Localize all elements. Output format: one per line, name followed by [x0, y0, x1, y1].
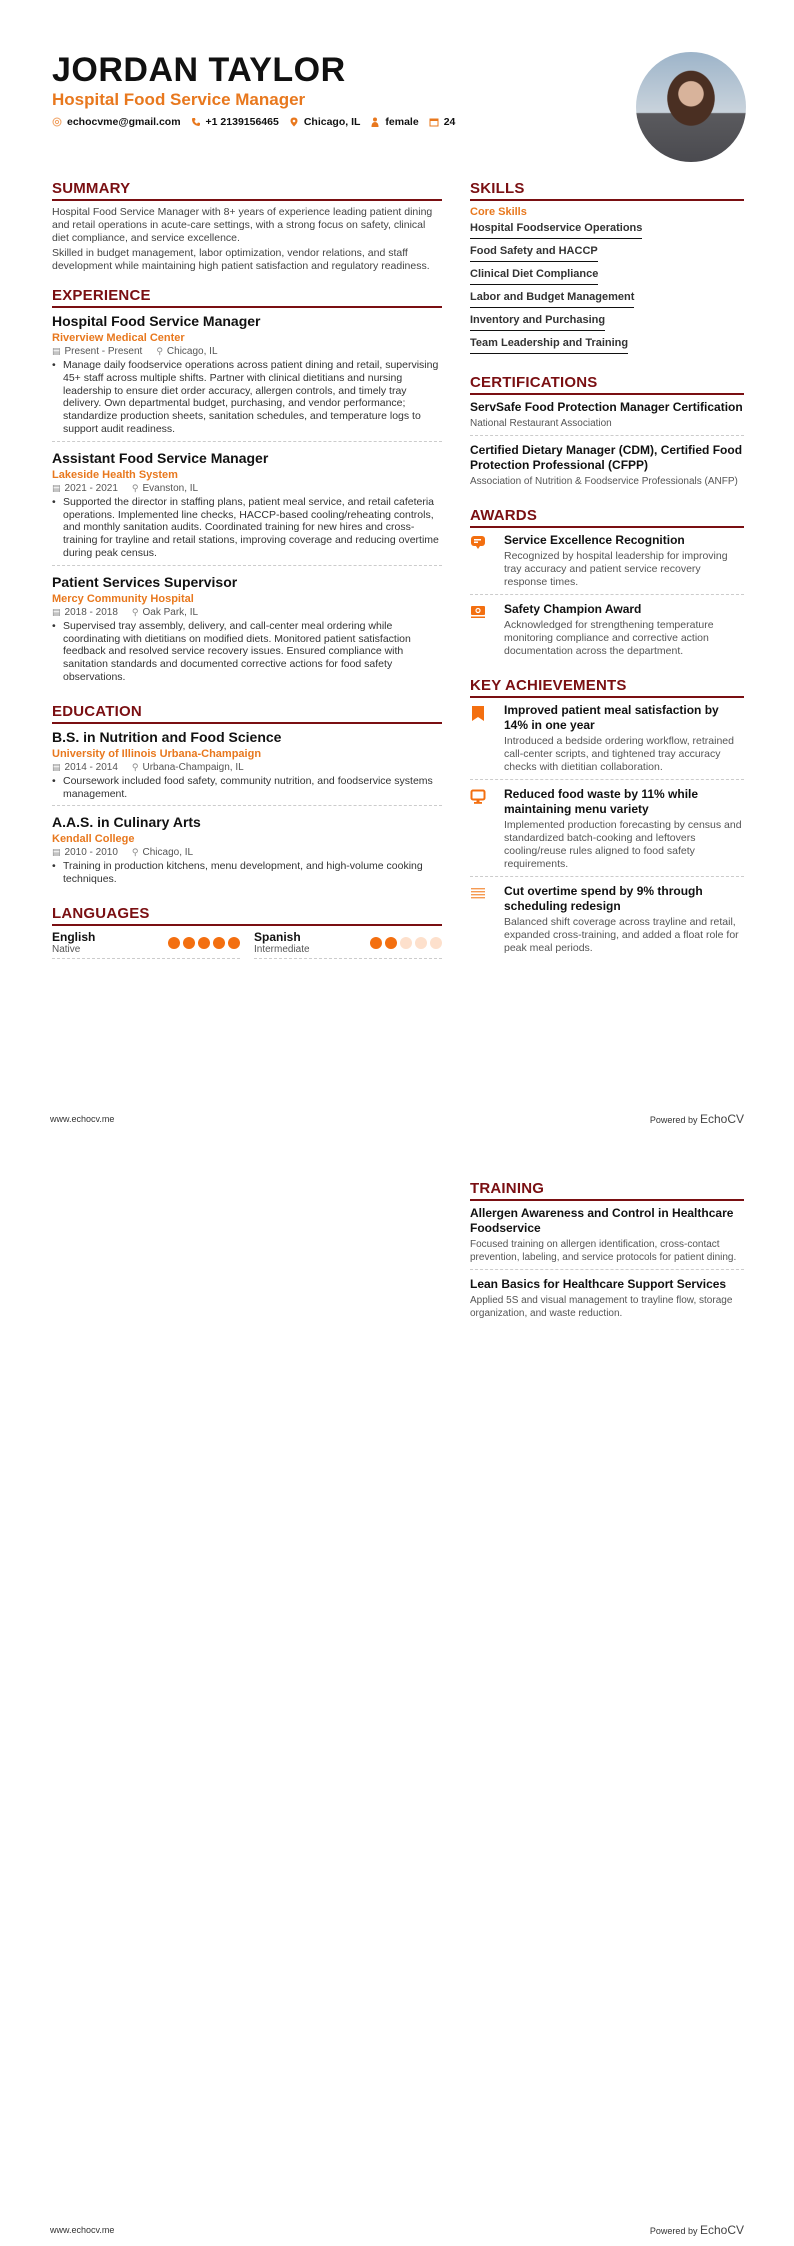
date-range: 2010 - 2010 [64, 847, 118, 859]
phone-text: +1 2139156465 [205, 116, 279, 128]
award-item [470, 602, 744, 663]
contact-location [289, 116, 361, 128]
language-name: English [52, 929, 96, 944]
rating-dot-empty [400, 937, 412, 949]
achievement-item [470, 787, 744, 877]
award-description: Recognized by hospital leadership for improving tray accuracy and patient service recovery response times. [504, 550, 728, 588]
entry-bullet: • Manage daily foodservice operations across patient dining and retail, supervising 45+ staff across multiple shifts. Partner with clinical dietitians and nursing leadership to ensure diet order accuracy, allergen controls, and timely tray delivery. Own departmental budget, purchasing, and vendor performance; standardize production sheets, sanitation schedules, and temperature logs to support audit readiness. [52, 359, 439, 435]
training-description: Focused training on allergen identification, cross-contact prevention, labeling, and service protocols for patient dining. [470, 1239, 737, 1263]
achievement-title: Improved patient meal satisfaction by 14% in one year [504, 703, 719, 732]
calendar-icon: ▤ [52, 346, 61, 356]
language-rating [370, 937, 442, 949]
email-text: echocvme@gmail.com [67, 116, 181, 128]
certification-title: Certified Dietary Manager (CDM), Certified Food Protection Professional (CFPP) [470, 443, 743, 472]
award-title: Service Excellence Recognition [504, 533, 685, 547]
entry-meta [52, 762, 442, 773]
date-range: 2021 - 2021 [64, 482, 118, 494]
rating-dot-filled [228, 937, 240, 949]
experience-entry [52, 574, 442, 689]
employer: Riverview Medical Center [52, 332, 185, 344]
calendar-icon: ▤ [52, 847, 61, 858]
date-range: 2018 - 2018 [64, 606, 118, 618]
profile-photo [636, 52, 746, 162]
entry-bullet: • Coursework included food safety, community nutrition, and foodservice systems management. [52, 774, 433, 800]
contact-bar [52, 116, 612, 128]
entry-meta [52, 346, 442, 357]
skill-item: Team Leadership and Training [470, 337, 628, 354]
age-text: 24 [443, 116, 456, 128]
entry-location: Evanston, IL [142, 482, 199, 494]
powered-by: Powered by EchoCV [649, 1112, 744, 1126]
achievement-item [470, 703, 744, 780]
training-item [470, 1206, 744, 1270]
resume-page-2 [0, 1123, 794, 2246]
bookmark-icon [470, 703, 494, 774]
rating-dot-empty [415, 937, 427, 949]
brand-name: EchoCV [699, 1112, 744, 1126]
achievements-section [470, 677, 744, 960]
awards-section [470, 507, 744, 663]
website-link[interactable]: www.echocv.me [50, 2225, 115, 2235]
degree: A.A.S. in Culinary Arts [52, 814, 201, 831]
calendar-icon: ▤ [52, 606, 61, 617]
achievement-item [470, 884, 744, 960]
section-title: CERTIFICATIONS [470, 374, 744, 395]
language-name: Spanish [254, 929, 301, 944]
training-section [470, 1180, 744, 1325]
rating-dot-empty [430, 937, 442, 949]
section-title: SKILLS [470, 180, 744, 201]
language-item [52, 931, 240, 959]
job-title: Patient Services Supervisor [52, 573, 238, 590]
skill-item: Clinical Diet Compliance [470, 268, 598, 285]
training-title: Allergen Awareness and Control in Healthcare Foodservice [470, 1206, 734, 1235]
candidate-role: Hospital Food Service Manager [52, 90, 306, 109]
calendar-icon [429, 117, 439, 127]
rating-dot-filled [385, 937, 397, 949]
phone-icon [191, 117, 201, 127]
award-title: Safety Champion Award [504, 602, 642, 616]
skills-section [470, 180, 744, 360]
contact-phone[interactable] [191, 116, 279, 128]
job-title: Assistant Food Service Manager [52, 449, 269, 466]
website-link[interactable]: www.echocv.me [50, 1114, 115, 1124]
languages-section [52, 905, 442, 959]
skill-item: Hospital Foodservice Operations [470, 222, 642, 239]
rating-dot-filled [183, 937, 195, 949]
award-item [470, 533, 744, 595]
powered-by: Powered by EchoCV [649, 2223, 744, 2237]
section-title: SUMMARY [52, 180, 442, 201]
at-icon [52, 117, 62, 127]
award-description: Acknowledged for strengthening temperature monitoring compliance and corrective action documentation across the department. [504, 619, 714, 657]
skill-category: Core Skills [470, 206, 527, 218]
money-icon [470, 602, 494, 658]
education-entry [52, 729, 442, 807]
language-rating [168, 937, 240, 949]
language-level: Intermediate [254, 943, 310, 955]
section-title: EDUCATION [52, 703, 442, 724]
message-icon [470, 533, 494, 589]
rating-dot-filled [213, 937, 225, 949]
job-title: Hospital Food Service Manager [52, 313, 261, 329]
achievement-description: Introduced a bedside ordering workflow, retrained call-center scripts, and tightened tray accuracy checks with dietitian collaboration. [504, 735, 734, 773]
rating-dot-filled [198, 937, 210, 949]
contact-age [429, 116, 456, 128]
degree: B.S. in Nutrition and Food Science [52, 728, 282, 745]
rating-dot-filled [370, 937, 382, 949]
experience-entry [52, 450, 442, 566]
contact-email[interactable] [52, 116, 181, 128]
training-description: Applied 5S and visual management to trayline flow, storage organization, and waste reduction. [470, 1295, 733, 1319]
date-range: 2014 - 2014 [64, 761, 118, 773]
experience-entry [52, 313, 442, 442]
resume-header [52, 52, 612, 128]
training-item [470, 1277, 744, 1325]
summary-paragraph: Hospital Food Service Manager with 8+ years of experience leading patient dining and retail operations in acute-care settings, with a strong focus on safety, clinical diet compliance, and service excellence. [52, 206, 433, 244]
candidate-name: JORDAN TAYLOR [52, 51, 346, 89]
right-column [470, 180, 744, 974]
employer: Mercy Community Hospital [52, 592, 194, 605]
employer: Lakeside Health System [52, 468, 178, 481]
brand-name: EchoCV [699, 2223, 744, 2237]
language-level: Native [52, 943, 81, 955]
gender-text: female [385, 116, 419, 128]
calendar-icon: ▤ [52, 482, 61, 493]
education-entry [52, 814, 442, 891]
achievement-description: Implemented production forecasting by census and standardized batch-cooking and leftovers cooling/reuse rules aligned to food safety requirements. [504, 819, 742, 870]
entry-location: Urbana-Champaign, IL [142, 761, 244, 773]
summary-paragraph: Skilled in budget management, labor optimization, vendor relations, and staff development while maintaining high patient satisfaction and regulatory readiness. [52, 247, 430, 272]
date-range: Present - Present [64, 346, 143, 357]
rating-dot-filled [168, 937, 180, 949]
certifications-section [470, 374, 744, 493]
section-title: EXPERIENCE [52, 287, 442, 308]
map-pin-icon: ⚲ [131, 847, 139, 858]
entry-meta [52, 847, 442, 858]
school: Kendall College [52, 833, 135, 846]
school: University of Illinois Urbana-Champaign [52, 747, 262, 760]
map-pin-icon: ⚲ [156, 346, 163, 356]
map-pin-icon: ⚲ [131, 606, 139, 617]
section-title: AWARDS [470, 507, 744, 528]
right-column [470, 1180, 744, 1339]
page-footer [50, 2223, 744, 2237]
contact-gender [370, 116, 418, 128]
certification-issuer: Association of Nutrition & Foodservice Professionals (ANFP) [470, 476, 738, 487]
education-section [52, 703, 442, 891]
calendar-icon: ▤ [52, 761, 61, 772]
map-pin-icon [289, 117, 299, 127]
experience-section [52, 287, 442, 689]
achievement-title: Cut overtime spend by 9% through scheduling redesign [504, 884, 703, 913]
training-title: Lean Basics for Healthcare Support Services [470, 1277, 727, 1291]
language-item [254, 931, 442, 959]
location-text: Chicago, IL [303, 116, 361, 128]
entry-meta [52, 607, 442, 618]
skill-item: Labor and Budget Management [470, 291, 634, 308]
entry-bullet: • Supervised tray assembly, delivery, and call-center meal ordering while coordinating with dietitians on modified diets. Monitored patient satisfaction feedback and resolved service recovery issues. Ensured compliance with sanitation standards and documented corrective actions for food safety observations. [52, 619, 411, 683]
achievement-title: Reduced food waste by 11% while maintaining menu variety [504, 787, 699, 816]
certification-item [470, 443, 744, 493]
certification-title: ServSafe Food Protection Manager Certification [470, 400, 743, 414]
skill-item: Inventory and Purchasing [470, 314, 605, 331]
entry-bullet: • Training in production kitchens, menu development, and high-volume cooking techniques. [52, 860, 423, 886]
list-icon [470, 884, 494, 955]
map-pin-icon: ⚲ [131, 482, 139, 493]
summary-section [52, 180, 442, 273]
monitor-icon [470, 787, 494, 871]
entry-bullet: • Supported the director in staffing plans, patient meal service, and retail cafeteria operations. Implemented line checks, HACCP-based cooling/reheating controls, and monthly sanitation audits. Coordinated training for new hires and cross-training for trayline and retail stations, improving coverage and reducing overtime during peak census. [52, 495, 439, 559]
entry-location: Chicago, IL [166, 346, 218, 357]
entry-location: Chicago, IL [142, 847, 194, 859]
achievement-description: Balanced shift coverage across trayline and retail, expanded cross-training, and added a float role for peak meal periods. [504, 916, 739, 954]
section-title: KEY ACHIEVEMENTS [470, 677, 744, 698]
left-column [52, 180, 442, 973]
entry-location: Oak Park, IL [142, 606, 199, 618]
certification-issuer: National Restaurant Association [470, 418, 612, 429]
person-icon [370, 117, 380, 127]
entry-meta [52, 483, 442, 494]
section-title: LANGUAGES [52, 905, 442, 926]
certification-item [470, 400, 744, 436]
section-title: TRAINING [470, 1180, 744, 1201]
skill-item: Food Safety and HACCP [470, 245, 598, 262]
map-pin-icon: ⚲ [131, 761, 139, 772]
